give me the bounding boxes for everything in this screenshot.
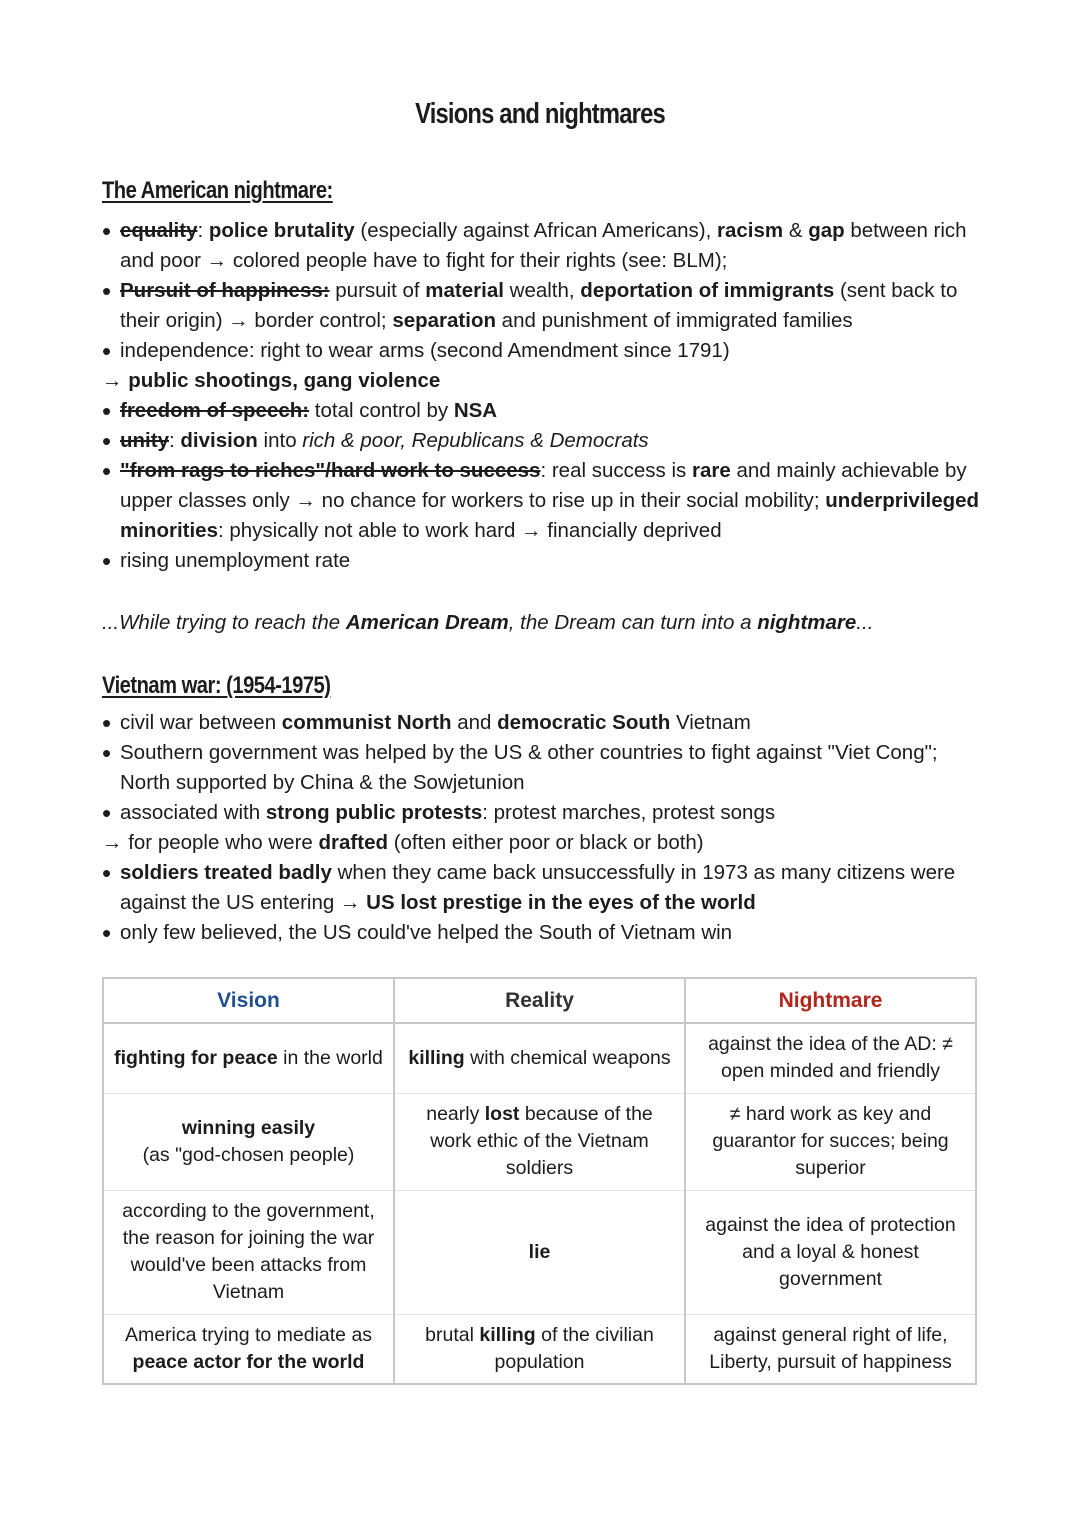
list-item: • associated with strong public protests: protest marches, protest songs xyxy=(102,798,982,828)
section-heading-vietnam-war xyxy=(102,672,330,700)
column-header-reality: Reality xyxy=(394,978,685,1023)
vietnam-heading-title: Vietnam war: xyxy=(102,672,222,699)
list-item: • independence: right to wear arms (second Amendment since 1791) xyxy=(102,336,982,366)
table-cell-vision: winning easily (as "god-chosen people) xyxy=(103,1093,394,1190)
list-item: • unity: division into rich & poor, Republicans & Democrats xyxy=(102,426,982,456)
page-title: Visions and nightmares xyxy=(415,98,665,130)
table-row xyxy=(103,1023,976,1093)
column-header-nightmare: Nightmare xyxy=(685,978,976,1023)
table-cell-nightmare: against the idea of protection and a loyal & honest government xyxy=(685,1190,976,1314)
list-item: • civil war between communist North and democratic South Vietnam xyxy=(102,708,982,738)
table-cell-nightmare: against the idea of the AD: ≠ open minded and friendly xyxy=(685,1023,976,1093)
table-cell-vision: according to the government, the reason for joining the war would've been attacks from Vietnam xyxy=(103,1190,394,1314)
list-item: → for people who were drafted (often either poor or black or both) xyxy=(102,831,704,854)
table-header-row xyxy=(103,978,976,1023)
list-item: • freedom of speech: total control by NSA xyxy=(102,396,982,426)
table-cell-reality: killing with chemical weapons xyxy=(394,1023,685,1093)
list-item: • only few believed, the US could've helped the South of Vietnam win xyxy=(102,918,982,948)
table-cell-nightmare: against general right of life, Liberty, pursuit of happiness xyxy=(685,1314,976,1384)
list-item: • Southern government was helped by the US & other countries to fight against "Viet Cong"; North supported by China & the Sowjetunion xyxy=(102,738,982,798)
list-item: • Pursuit of happiness: pursuit of material wealth, deportation of immigrants (sent back to their origin) → border control; separation and punishment of immigrated families xyxy=(102,276,982,336)
table-cell-vision: fighting for peace in the world xyxy=(103,1023,394,1093)
list-item: • "from rags to riches"/hard work to success: real success is rare and mainly achievable by upper classes only → no chance for workers to rise up in their social mobility; underprivileged minorities: physically not able to work hard → financially deprived xyxy=(102,456,982,546)
table-row xyxy=(103,1314,976,1384)
table-cell-vision: America trying to mediate as peace actor for the world xyxy=(103,1314,394,1384)
list-item: • equality: police brutality (especially against African Americans), racism & gap between rich and poor → colored people have to fight for their rights (see: BLM); xyxy=(102,216,982,276)
table-cell-reality: lie xyxy=(394,1190,685,1314)
list-item: • rising unemployment rate xyxy=(102,546,982,576)
table-cell-reality: nearly lost because of the work ethic of the Vietnam soldiers xyxy=(394,1093,685,1190)
list-item: • soldiers treated badly when they came back unsuccessfully in 1973 as many citizens were against the US entering → US lost prestige in the eyes of the world xyxy=(102,858,982,918)
table-cell-nightmare: ≠ hard work as key and guarantor for succes; being superior xyxy=(685,1093,976,1190)
vietnam-heading-dates: (1954-1975) xyxy=(221,672,331,699)
table-row xyxy=(103,1093,976,1190)
nightmare-list xyxy=(102,216,982,576)
table-cell-reality: brutal killing of the civilian population xyxy=(394,1314,685,1384)
comparison-table xyxy=(102,977,977,1385)
table-row xyxy=(103,1190,976,1314)
list-item: → public shootings, gang violence xyxy=(102,369,441,392)
vietnam-list xyxy=(102,708,982,948)
american-dream-quote: ...While trying to reach the American Dream, the Dream can turn into a nightmare... xyxy=(102,611,874,634)
column-header-vision: Vision xyxy=(103,978,394,1023)
section-heading-american-nightmare: The American nightmare: xyxy=(102,177,333,204)
